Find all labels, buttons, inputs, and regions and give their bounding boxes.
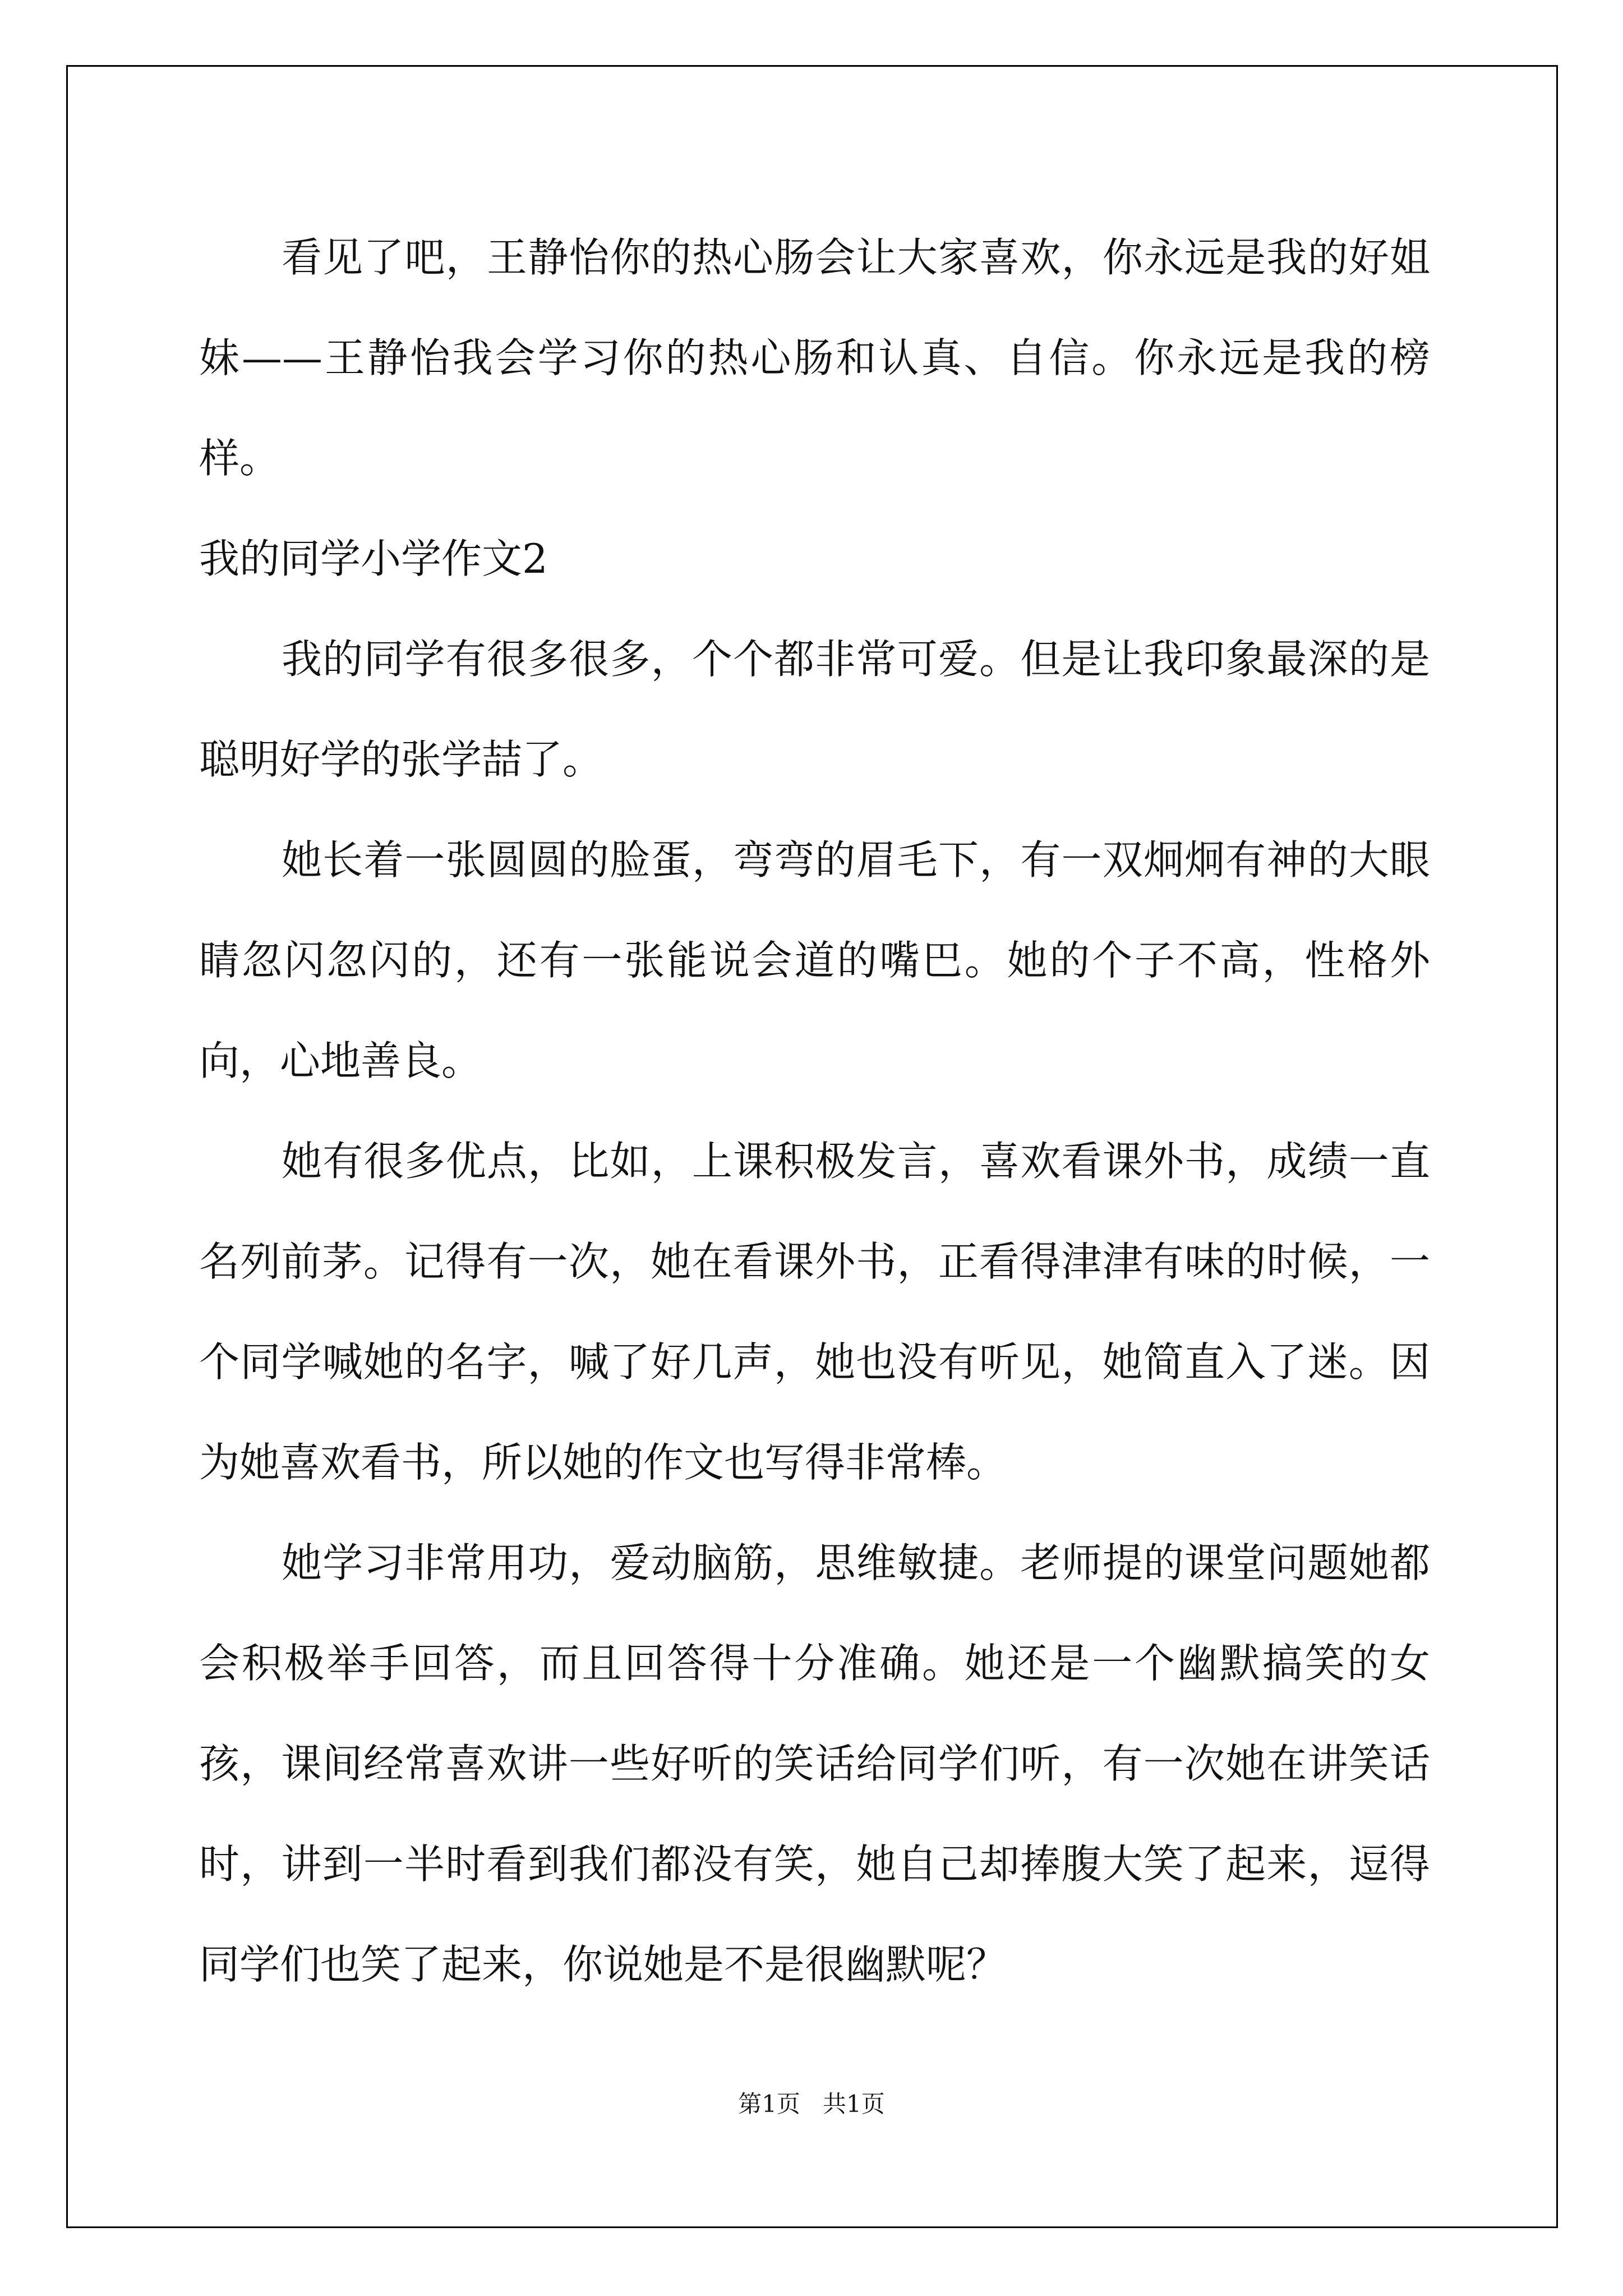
paragraph-4: 她有很多优点，比如，上课积极发言，喜欢看课外书，成绩一直名列前茅。记得有一次，她在看课外书，正看得津津有味的时候，一个同学喊她的名字，喊了好几声，她也没有听见，她简直入了迷。因为她喜欢看书，所以她的作文也写得非常棒。 — [199, 1138, 1430, 1486]
paragraph-1: 看见了吧，王静怡你的热心肠会让大家喜欢，你永远是我的好姐妹——王静怡我会学习你的热心肠和认真、自信。你永远是我的榜样。 — [199, 234, 1430, 482]
paragraph-3: 她长着一张圆圆的脸蛋，弯弯的眉毛下，有一双炯炯有神的大眼睛忽闪忽闪的，还有一张能说会道的嘴巴。她的个子不高，性格外向，心地善良。 — [199, 836, 1430, 1084]
section-heading: 我的同学小学作文2 — [199, 535, 548, 582]
page-number-footer: 第1页 共1页 — [738, 2090, 885, 2118]
document-body — [199, 208, 1430, 2015]
paragraph-2: 我的同学有很多很多，个个都非常可爱。但是让我印象最深的是聪明好学的张学喆了。 — [199, 636, 1430, 783]
paragraph-5: 她学习非常用功，爱动脑筋，思维敏捷。老师提的课堂问题她都会积极举手回答，而且回答得十分准确。她还是一个幽默搞笑的女孩，课间经常喜欢讲一些好听的笑话给同学们听，有一次她在讲笑话时，讲到一半时看到我们都没有笑，她自己却捧腹大笑了起来，逗得同学们也笑了起来，你说她是不是很幽默呢？ — [199, 1539, 1430, 1988]
